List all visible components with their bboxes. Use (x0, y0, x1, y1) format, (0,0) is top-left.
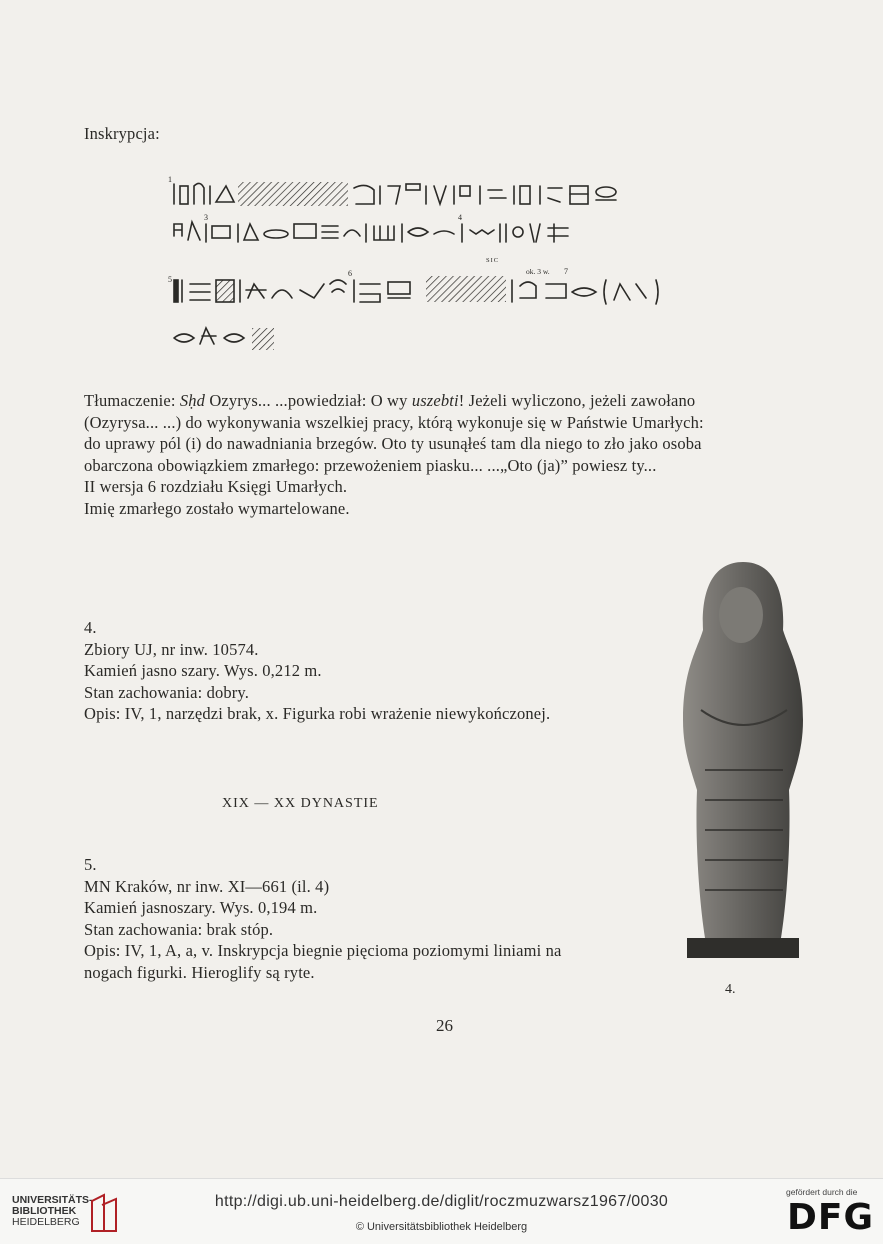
entry-material: Kamień jasno szary. Wys. 0,212 m. (84, 661, 322, 680)
translation-uszebti: uszebti (411, 391, 459, 410)
entry-collection: Zbiory UJ, nr inw. 10574. (84, 639, 259, 659)
funding-note: gefördert durch die (786, 1187, 858, 1197)
line-number-1: 1 (168, 175, 172, 184)
entry-state: Stan zachowania: dobry. (84, 682, 250, 702)
entry-material: Kamień jasnoszary. Wys. 0,194 m. (84, 898, 318, 917)
line-number-5: 5 (168, 275, 172, 284)
line-number-6: 6 (348, 269, 352, 278)
footer-bar (0, 1178, 883, 1244)
permalink-url[interactable]: http://digi.ub.uni-heidelberg.de/diglit/roczmuzwarsz1967/0030 (214, 1193, 669, 1210)
sic-note: SIC (486, 257, 500, 264)
entry-description: Opis: IV, 1, A, a, v. Inskrypcja biegnie pięcioma poziomymi liniami na (84, 941, 562, 960)
line-number-7: 7 (564, 267, 568, 276)
translation-label: Tłumaczenie: (84, 391, 180, 410)
hieroglyphic-inscription (168, 172, 728, 372)
line-number-3: 3 (204, 213, 208, 222)
entry-number: 5. (84, 855, 97, 874)
inscription-label: Inskrypcja: (84, 124, 160, 143)
dfg-logo: DFG (787, 1197, 875, 1238)
entry-description: Opis: IV, 1, narzędzi brak, x. Figurka robi wrażenie niewykończonej. (84, 704, 551, 723)
entry-number: 4. (84, 618, 97, 637)
copyright-notice: © Universitätsbibliothek Heidelberg (355, 1221, 528, 1233)
figure-caption: 4. (725, 982, 736, 997)
entry-description-cont: nogach figurki. Hieroglify są ryte. (84, 962, 315, 982)
lacuna-note: ok. 3 w. (526, 267, 550, 276)
catalog-entry-4 (84, 617, 550, 725)
translation-shd: Sḥd (179, 391, 206, 410)
library-name: UNIVERSITÄTS- BIBLIOTHEK HEIDELBERG (12, 1194, 93, 1228)
catalog-entry-5 (84, 854, 561, 983)
dynasty-heading: XIX — XX DYNASTIE (222, 796, 379, 811)
ushabti-figure-photo (683, 560, 803, 965)
name-note: Imię zmarłego zostało wymartelowane. (84, 498, 350, 518)
page-number: 26 (436, 1016, 453, 1035)
line-number-4: 4 (458, 213, 462, 222)
chapter-note: II wersja 6 rozdziału Księgi Umarłych. (84, 477, 348, 496)
entry-collection: MN Kraków, nr inw. XI—661 (il. 4) (84, 876, 330, 896)
entry-state: Stan zachowania: brak stóp. (84, 919, 274, 939)
translation-paragraph: Tłumaczenie: Sḥd Ozyrys... ...powiedział: O wy uszebti! Jeżeli wyliczono, jeżeli zawołano (Ozyrysa... ...) do wykonywania wszelkiej pracy, którą wykonuje się w Państwie Umarłych: do uprawy pól (i) do nawadniania brzegów. Oto ty usunąłeś tam dla niego to zło jako osoba obarczona obowiązkiem zmarłego: przewożeniem piasku... ...„Oto (ja)” powiesz ty... II wersja 6 rozdziału Księgi Umarłych. Imię zmarłego zostało wymartelowane. (84, 391, 704, 518)
